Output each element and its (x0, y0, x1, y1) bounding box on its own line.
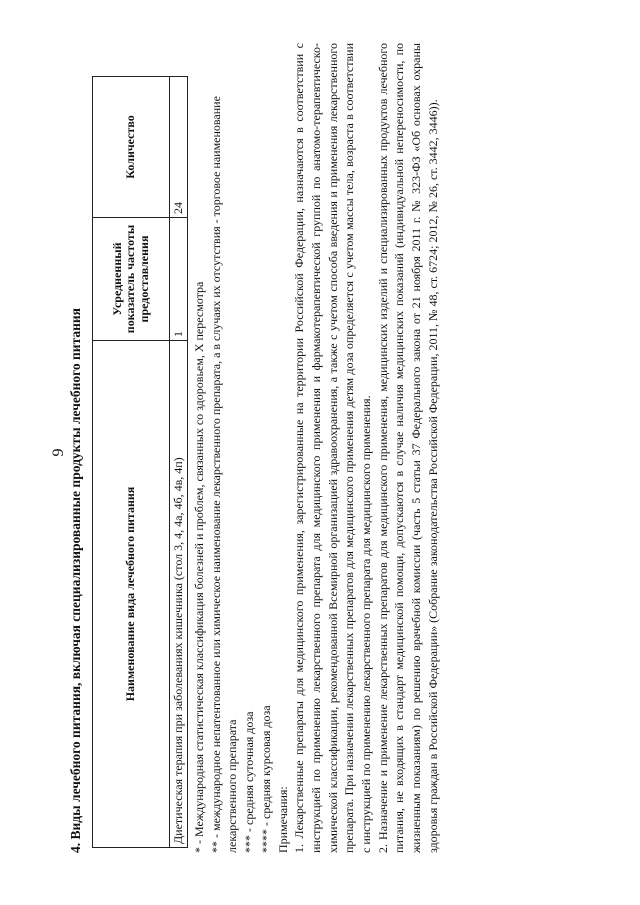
section-title: 4. Виды лечебного питания, включая специализированные продукты лечебного питания (68, 308, 83, 853)
footnote-daily-dose: *** - средняя суточная доза (242, 711, 257, 853)
note-1: 1. Лекарственные препараты для медицинского применения, зарегистрированные на территории Российской Федерации, назначаются в соответствии с инструкцией по применению лекарственного препарата для медицинского применения и фармакотерапевтической группой по анатомо-терапевтическо-химической классификации, рекомендованной Всемирной организацией здравоохранения, а также с учетом способа введения и применения лекарственного препарата. При назначении лекарственных препаратов для медицинского применения детям доза определяется с учетом массы тела, возраста в соответствии с инструкцией по применению лекарственного препарата для медицинского применения. (292, 43, 374, 853)
notes-block (191, 43, 442, 853)
notes-heading: Примечания: (275, 786, 290, 853)
page-number: 9 (50, 448, 67, 457)
cell-frequency: 1 (170, 218, 188, 341)
header-quantity: Количество (93, 77, 170, 218)
cell-name: Диетическая терапия при заболеваниях кишечника (стол 3, 4, 4а, 4б, 4в, 4п) (170, 341, 188, 848)
footnote-course-dose: **** - средняя курсовая доза (258, 705, 273, 853)
note-2: 2. Назначение и применение лекарственных препаратов для медицинского применения, медицинских изделий и специализированных продуктов лечебного питания, не входящих в стандарт медицинской помощи, допускаются в случае наличия медицинских показаний (индивидуальной непереносимости, по жизненным показаниям) по решению врачебной комиссии (часть 5 статьи 37 Федерального закона от 21 ноября 2011 г. № 323-ФЗ «Об основах охраны здоровья граждан в Российской Федерации» (Собрание законодательства Российской Федерации, 2011, № 48, ст. 6724; 2012, № 26, ст. 3442, 3446)). (375, 43, 440, 853)
nutrition-table (92, 76, 188, 848)
footnote-icd: * - Международная статистическая классификация болезней и проблем, связанных со здоровьем, X пересмотра (192, 281, 206, 853)
footnote-inn: ** - международное непатентованное или химическое наименование лекарственного препарата, а в случаях их отсутствия - торговое наименование лекарственного препарата (208, 96, 240, 853)
cell-quantity: 24 (170, 77, 188, 218)
table-row (170, 77, 188, 848)
table-header-row (93, 77, 170, 848)
header-frequency: Усредненный показатель частоты предоставления (93, 218, 170, 341)
header-name: Наименование вида лечебного питания (93, 341, 170, 848)
